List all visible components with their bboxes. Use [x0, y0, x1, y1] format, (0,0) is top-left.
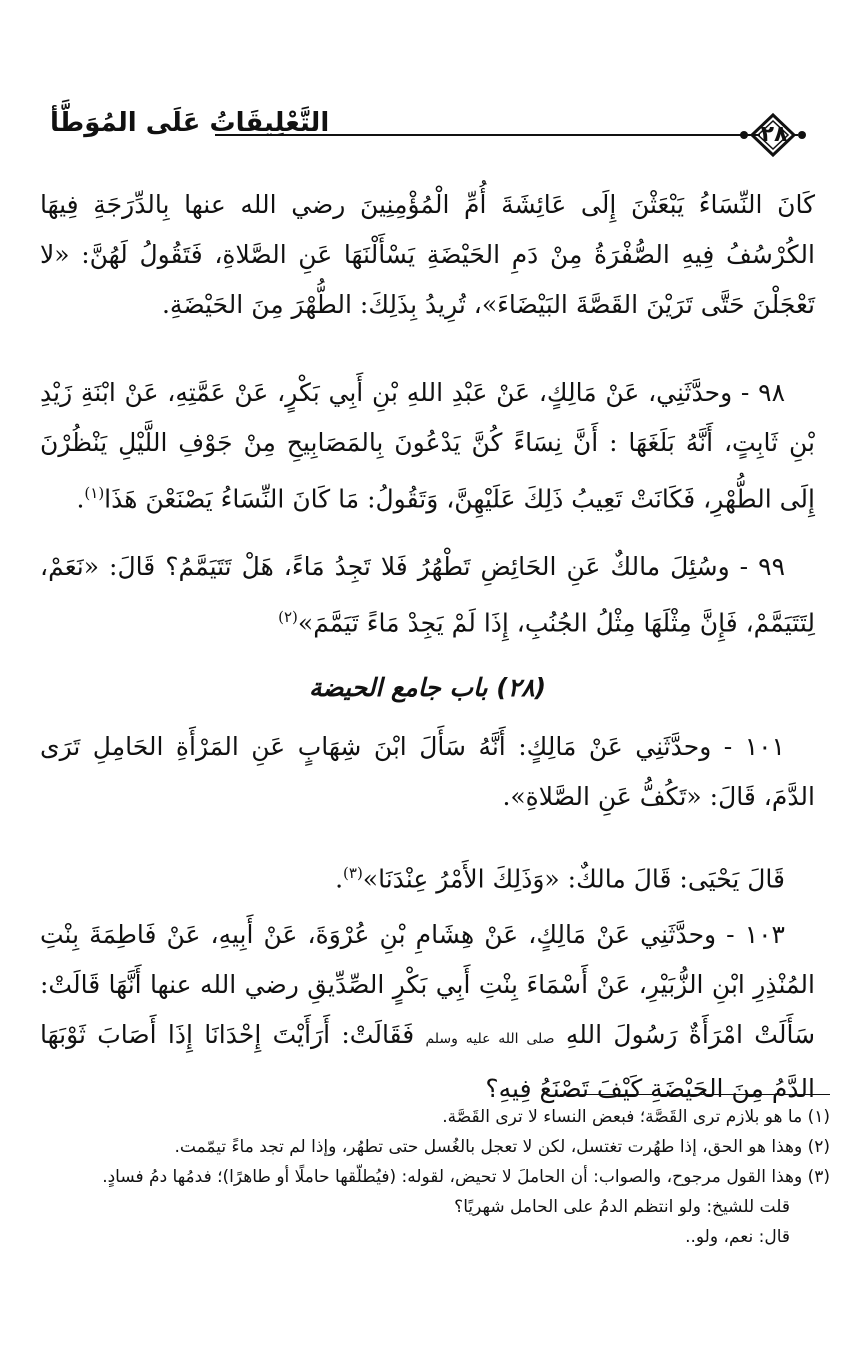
yahya-statement: قَالَ يَحْيَى: قَالَ مالكٌ: «وَذَلِكَ الأَمْرُ عِنْدَنَا»$^{(٣)}$. — [335, 864, 785, 894]
footnote-1: (١) ما هو بلازم ترى القَصَّة؛ فبعض النساء لا ترى القَصَّة. — [442, 1107, 830, 1127]
hadith-paragraph-1: كَانَ النِّسَاءُ يَبْعَثْنَ إِلَى عَائِشَةَ أُمِّ الْمُؤْمِنِينَ رضي الله عنها بِالدِّرَجَةِ فِيهَا الكُرْسُفُ فِيهِ الصُّفْرَةُ مِنْ دَمِ الحَيْضَةِ يَسْأَلْنَهَا عَنِ الصَّلاةِ، فَتَقُولُ لَهُنَّ: «لا تَعْجَلْنَ حَتَّى تَرَيْنَ القَصَّةَ البَيْضَاءَ»، تُرِيدُ بِذَلِكَ: الطُّهْرَ مِنَ الحَيْضَةِ. — [40, 190, 815, 319]
yahya-statement-text: قَالَ يَحْيَى: قَالَ مالكٌ: «وَذَلِكَ الأَمْرُ عِنْدَنَا» — [362, 864, 785, 894]
salawat-icon: صلى الله عليه وسلم — [425, 1031, 555, 1047]
hadith-98-text: ٩٨ - وحدَّثَنِي، عَنْ مَالِكٍ، عَنْ عَبْدِ اللهِ بْنِ أَبِي بَكْرٍ، عَنْ عَمَّتِهِ، عَنْ ابْنَةِ زَيْدِ بْنِ ثَابِتٍ، أَنَّهُ بَلَغَهَا : أَنَّ نِسَاءً كُنَّ يَدْعُونَ بِالمَصَابِيحِ مِنْ جَوْفِ اللَّيْلِ يَنْظُرْنَ إِلَى الطُّهْرِ، فَكَانَتْ تَعِيبُ ذَلِكَ عَلَيْهِنَّ، وَتَقُولُ: مَا كَانَ النِّسَاءُ يَصْنَعْنَ هَذَا — [40, 378, 815, 514]
footnote-2: (٢) وهذا هو الحق، إذا طهُرت تغتسل، لكن لا تعجل بالغُسل حتى تطهُر، وإذا لم تجد ماءً تيمّمت. — [174, 1137, 830, 1157]
footnote-3-answer: قال: نعم، ولو.. — [685, 1227, 790, 1247]
hadith-103 — [40, 910, 815, 1114]
footnote-ref-2: (٢) — [278, 608, 298, 626]
hadith-99-text: ٩٩ - وسُئِلَ مالكٌ عَنِ الحَائِضِ تَطْهُرُ فَلا تَجِدُ مَاءً، هَلْ تَتَيَمَّمُ؟ قَالَ: «نَعَمْ، لِتَتَيَمَّمْ، فَإِنَّ مِثْلَهَا مِثْلُ الجُنُبِ، إِذَا لَمْ يَجِدْ مَاءً تَيَمَّمَ» — [40, 552, 815, 638]
header-rule — [215, 134, 760, 136]
page-header — [40, 100, 810, 170]
footnote-3: (٣) وهذا القول مرجوح، والصواب: أن الحاملَ لا تحيض، لقوله: (فيُطلّقها حاملًا أو طاهرًا)؛ فدمُها دمُ فسادٍ. — [102, 1167, 830, 1187]
book-title: التَّعْلِيقَاتُ عَلَى المُوَطَّأ — [50, 108, 330, 138]
hadith-103-text-a: ١٠٣ - وحدَّثَنِي عَنْ مَالِكٍ، عَنْ هِشَامِ بْنِ عُرْوَةَ، عَنْ أَبِيهِ، عَنْ فَاطِمَةَ بِنْتِ المُنْذِرِ ابْنِ الزُّبَيْرِ، عَنْ أَسْمَاءَ بِنْتِ أَبِي بَكْرٍ الصِّدِّيقِ رضي الله عنها أَنَّهَا قَالَتْ: سَأَلَتْ امْرَأَةٌ رَسُولَ اللهِ — [40, 920, 816, 1049]
footnote-ref-1: (١) — [84, 484, 105, 502]
footnote-divider — [560, 1094, 830, 1095]
page-number: ٢٨ — [760, 122, 788, 147]
chapter-heading: (٢٨) باب جامع الحيضة — [308, 673, 547, 702]
hadith-101: ١٠١ - وحدَّثَنِي عَنْ مَالِكٍ: أَنَّهُ سَأَلَ ابْنَ شِهَابٍ عَنِ المَرْأَةِ الحَامِلِ تَرَى الدَّمَ، قَالَ: «تَكُفُّ عَنِ الصَّلاةِ». — [40, 732, 815, 811]
hadith-103-text-b: فَقَالَتْ: أَرَأَيْتَ إِحْدَانَا إِذَا أَصَابَ ثَوْبَهَا الدَّمُ مِنَ الحَيْضَةِ كَيْفَ تَصْنَعُ فِيهِ؟ — [40, 1020, 815, 1103]
hadith-99 — [40, 542, 815, 648]
footnotes — [40, 1102, 830, 1252]
hadith-98: ٩٨ - وحدَّثَنِي، عَنْ مَالِكٍ، عَنْ عَبْدِ اللهِ بْنِ أَبِي بَكْرٍ، عَنْ عَمَّتِهِ، عَنْ ابْنَةِ زَيْدِ بْنِ ثَابِتٍ، أَنَّهُ بَلَغَهَا : أَنَّ نِسَاءً كُنَّ يَدْعُونَ بِالمَصَابِيحِ مِنْ جَوْفِ اللَّيْلِ يَنْظُرْنَ إِلَى الطُّهْرِ، فَكَانَتْ تَعِيبُ ذَلِكَ عَلَيْهِنَّ، وَتَقُولُ: مَا كَانَ النِّسَاءُ يَصْنَعْنَ هَذَا$^{(١)}$. — [40, 378, 815, 514]
footnote-ref-3: (٣) — [343, 864, 363, 882]
footnote-3-question: قلت للشيخ: ولو انتظم الدمُ على الحامل شهريًا؟ — [454, 1197, 790, 1217]
